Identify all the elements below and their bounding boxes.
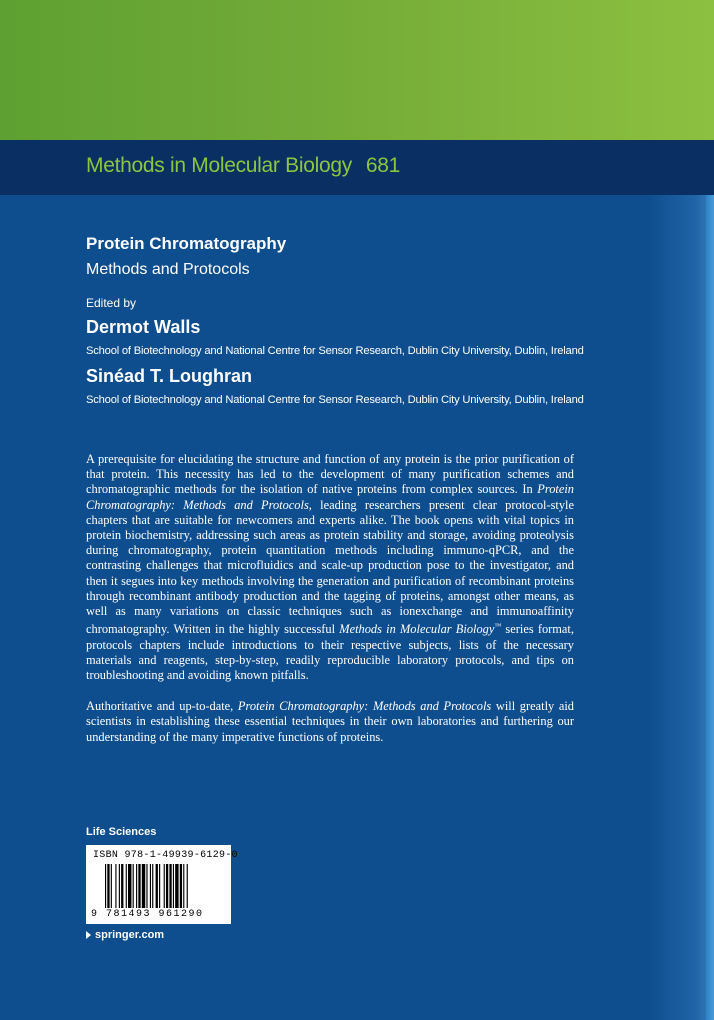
right-edge-highlight: [706, 195, 714, 1020]
isbn-barcode-box: [86, 845, 238, 924]
barcode-icon: [105, 864, 217, 908]
right-decorative-stripe: [648, 195, 714, 1020]
editor-affiliation: School of Biotechnology and National Centre for Sensor Research, Dublin City University, Dublin, Ireland: [86, 394, 584, 406]
book-subtitle: Methods and Protocols: [86, 261, 250, 278]
category-label: Life Sciences: [86, 826, 157, 838]
series-title: [86, 154, 400, 178]
book-title: Protein Chromatography: [86, 234, 287, 253]
book-description: [86, 452, 574, 745]
editor-affiliation: School of Biotechnology and National Centre for Sensor Research, Dublin City University, Dublin, Ireland: [86, 345, 584, 357]
description-paragraph: Authoritative and up-to-date, Protein Chromatography: Methods and Protocols will greatly aid scientists in establishing these essential techniques in their own laboratories and furthering our understanding of the many imperative functions of proteins.: [86, 699, 574, 744]
website-label: springer.com: [95, 929, 165, 941]
editor-name: Dermot Walls: [86, 317, 201, 337]
barcode-digits: 9 781493 961290: [91, 909, 204, 920]
editor-name: Sinéad T. Loughran: [86, 366, 253, 386]
series-name: Methods in Molecular Biology: [86, 154, 352, 177]
top-green-band: [0, 0, 714, 140]
description-paragraph: A prerequisite for elucidating the structure and function of any protein is the prior purification of that protein. This necessity has led to the development of many purification schemes and chromatographic methods for the isolation of native proteins from complex sources. In Protein Chromatography: Methods and Protocols, leading researchers present clear protocol-style chapters that are suitable for newcomers and experts alike. The book opens with vital topics in protein biochemistry, addressing such areas as protein stability and storage, avoiding proteolysis during chromatography, protein quantitation methods including immuno-qPCR, and the contrasting challenges that microfluidics and scale-up production pose to the investigator, and then it segues into key methods involving the generation and purification of recombinant proteins through recombinant antibody production and the tagging of proteins, amongst other means, as well as many variations on classic techniques such as ionexchange and immunoaffinity chromatography. Written in the highly successful Methods in Molecular Biology™ series format, protocols chapters include introductions to their respective subjects, lists of the necessary materials and reagents, step-by-step, readily reproducible laboratory protocols, and tips on troubleshooting and avoiding known pitfalls.: [86, 452, 574, 682]
springer-website-link[interactable]: [86, 929, 164, 941]
arrow-right-icon: [86, 931, 91, 939]
isbn-label: ISBN 978-1-49939-6129-0: [93, 850, 238, 861]
edited-by-label: Edited by: [86, 296, 137, 310]
series-volume: 681: [365, 154, 401, 177]
